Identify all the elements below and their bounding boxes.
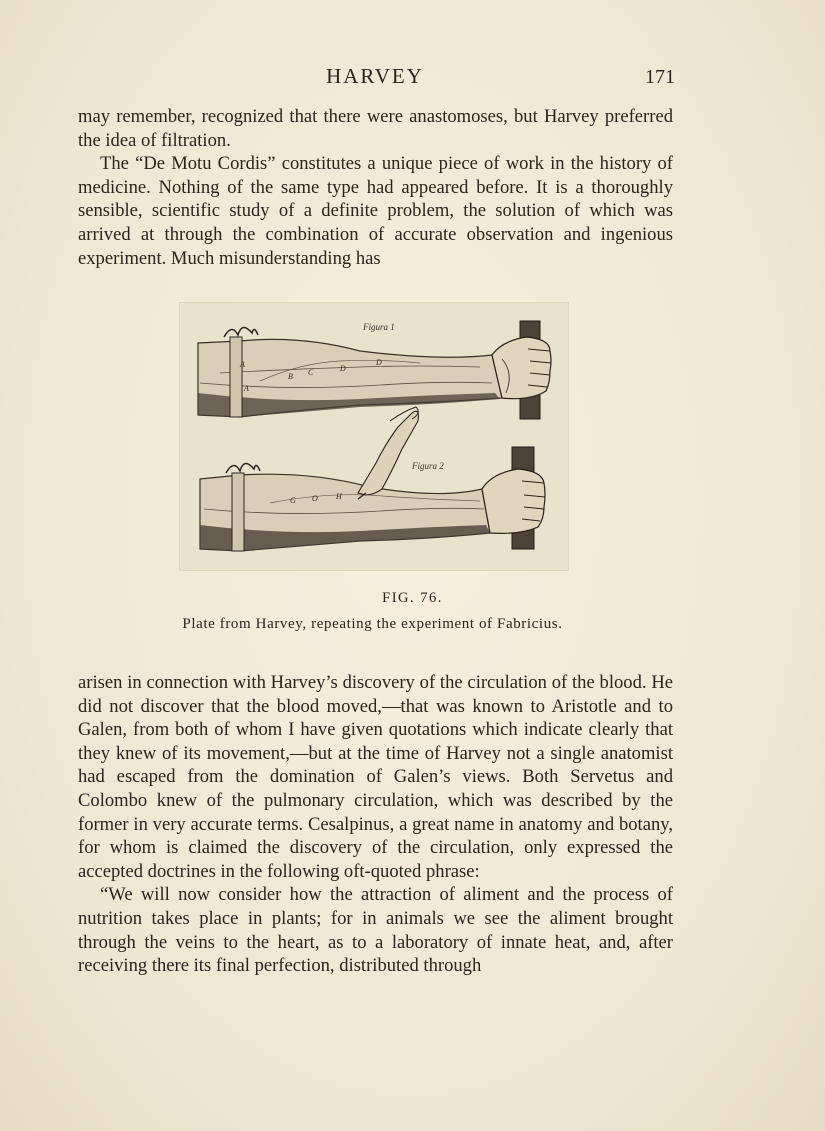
page-number: 171 <box>645 66 675 88</box>
text-block-bottom <box>78 671 673 978</box>
text-block-top <box>78 105 673 270</box>
running-head <box>0 64 825 94</box>
figure-label-2: Figura 2 <box>412 461 444 471</box>
vein-letter: O <box>312 494 318 503</box>
paragraph: may remember, recognized that there were anastomoses, but Harvey preferred the idea of filtration. <box>78 106 673 151</box>
upper-arm-drawing <box>198 321 551 419</box>
vein-letter: G <box>290 496 296 505</box>
vein-letter: B <box>288 372 293 381</box>
vein-letter: A <box>240 360 245 369</box>
figure-number: FIG. 76. <box>382 590 443 606</box>
arm-plate-illustration <box>180 303 568 570</box>
figure-plate <box>180 303 568 570</box>
vein-letter: H <box>336 492 342 501</box>
vein-letter: C <box>308 368 314 377</box>
paragraph: “We will now consider how the attraction of aliment and the process of nutrition takes place in plants; for in animals we see the aliment brought through the veins to the heart, as to a laboratory of innate heat, and, after receiving there its final perfection, distributed through <box>78 884 673 977</box>
lower-arm-drawing <box>200 407 545 551</box>
figure-caption: Plate from Harvey, repeating the experiment of Fabricius. <box>182 616 563 632</box>
running-title: HARVEY <box>326 64 424 88</box>
vein-letter: A <box>244 384 249 393</box>
figure-label-1: Figura 1 <box>363 322 395 332</box>
vein-letter: D <box>376 358 382 367</box>
paragraph: arisen in connection with Harvey’s discovery of the circulation of the blood. He did not discover that the blood moved,—that was known to Aristotle and to Galen, from both of whom I have given quotations which indicate clearly that they knew of its movement,—but at the time of Harvey not a single anatomist had escaped from the domination of Galen’s views. Both Servetus and Colombo knew of the pulmonary circulation, which was described by the former in very accurate terms. Cesalpinus, a great name in anatomy and botany, for whom is claimed the discovery of the circulation, only expressed the accepted doctrines in the following oft-quoted phrase: <box>78 672 673 882</box>
paragraph: The “De Motu Cordis” constitutes a unique piece of work in the history of medicine. Nothing of the same type had appeared before. It is a thoroughly sensible, scientific study of a definite problem, the solution of which was arrived at through the combination of accurate observation and ingenious experiment. Much misunderstanding has <box>78 153 673 269</box>
vein-letter: D <box>340 364 346 373</box>
